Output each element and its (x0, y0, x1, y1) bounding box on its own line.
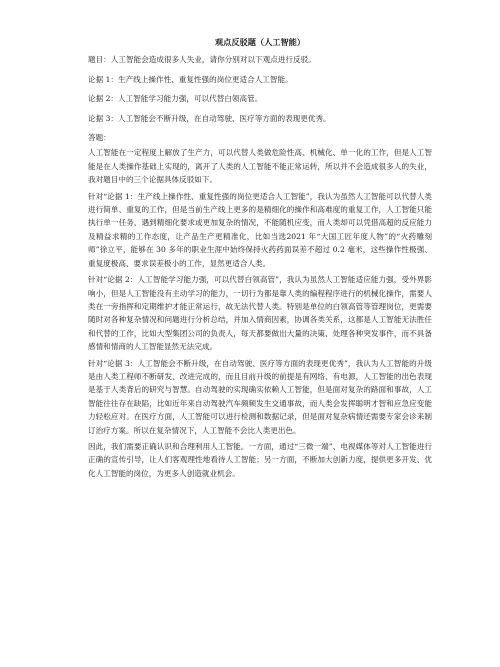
paragraph-rebuttal-1: 针对“论据 1：生产线上操作性、重复性强的岗位更适合人工智能”，我认为虽然人工智能可以代替人类进行简单、重复的工作，但是当前生产线上更多的是精细化的操作和高难度的重复工作，人工智能只能执行单一任务，遇到精细化要求或更加复杂的情况，不能随机应变，而人类却可以凭借高超的反应能力及精益求精的工作态度，让产品生产更精准化，比如当选2021 年“大国工匠年度人物”的“火药雕刻师”徐立平，能够在 30 多年的职业生涯中始终保持火药药面误差不超过 0.2 毫米，这些操作性极强、重复度极高、要求误差极小的工作，显然更适合人类。 (88, 191, 432, 268)
argument-3: 论据 3：人工智能会不断升级，在自动驾驶、医疗等方面的表现更优秀。 (88, 113, 331, 123)
answer-label: 答题： (88, 133, 111, 143)
paragraph-rebuttal-2: 针对“论据 2：人工智能学习能力强，可以代替白领高管”，我认为虽然人工智能适应能力强，受外界影响小，但是人工智能没有主动学习的能力，一切行为都是靠人类的编程程序进行的机械化操作，需要人类在一旁指挥和定期维护才能正常运行，故无法代替人类。特别是单位的白领高管等管理岗位，更需要随时对各种复杂情况和问题进行分析总结，并加入情商因素，协调各类关系，这都是人工智能无法胜任和代替的工作，比如大型集团公司的负责人，每天都要做出大量的决策、处理各种突发事件，而不具备感情和情商的人工智能显然无法完成。 (88, 275, 432, 352)
argument-2: 论据 2：人工智能学习能力强，可以代替白领高管。 (88, 94, 263, 104)
paragraph-intro: 人工智能在一定程度上解放了生产力，可以代替人类做危险性高、机械化、单一化的工作，但是人工智能是在人类操作基础上实现的，离开了人类的人工智能不能正常运转，所以并不会造成很多人的失业，我对题目中的三个论据具体反驳如下。 (88, 148, 432, 185)
argument-1: 论据 1：生产线上操作性、重复性强的岗位更适合人工智能。 (88, 74, 293, 84)
paragraph-rebuttal-3: 针对“论据 3：人工智能会不断升级，在自动驾驶、医疗等方面的表现更优秀”，我认为人工智能的升级是由人类工程师不断研发、改进完成的，而且目前升级的前提是有网络、有电源，人工智能的出色表现是基于人类背后的研究与智慧。自动驾驶的实现确实依赖人工智能，但是面对复杂的路面和事故，人工智能往往存在缺陷，比如近年来自动驾驶汽车频频发生交通事故，而人类会发挥聪明才智和应急应变能力轻松应对。在医疗方面，人工智能可以进行检测和数据记录，但是面对复杂病情还需要专家会诊来制订治疗方案。所以在复杂情况下，人工智能不会比人类更出色。 (88, 358, 432, 435)
document-title: 观点反驳题（人工智能） (214, 37, 306, 47)
paragraph-conclusion: 因此，我们需要正确认识和合理利用人工智能。一方面，通过“三微一端”、电视媒体等对人工智能进行正确的宣传引导，让人们客观理性地看待人工智能；另一方面，不断加大创新力度，提供更多开发、优化人工智能的岗位，为更多人创造就业机会。 (88, 441, 432, 478)
question-line: 题目：人工智能会造成很多人失业，请你分别对以下观点进行反驳。 (88, 55, 316, 65)
